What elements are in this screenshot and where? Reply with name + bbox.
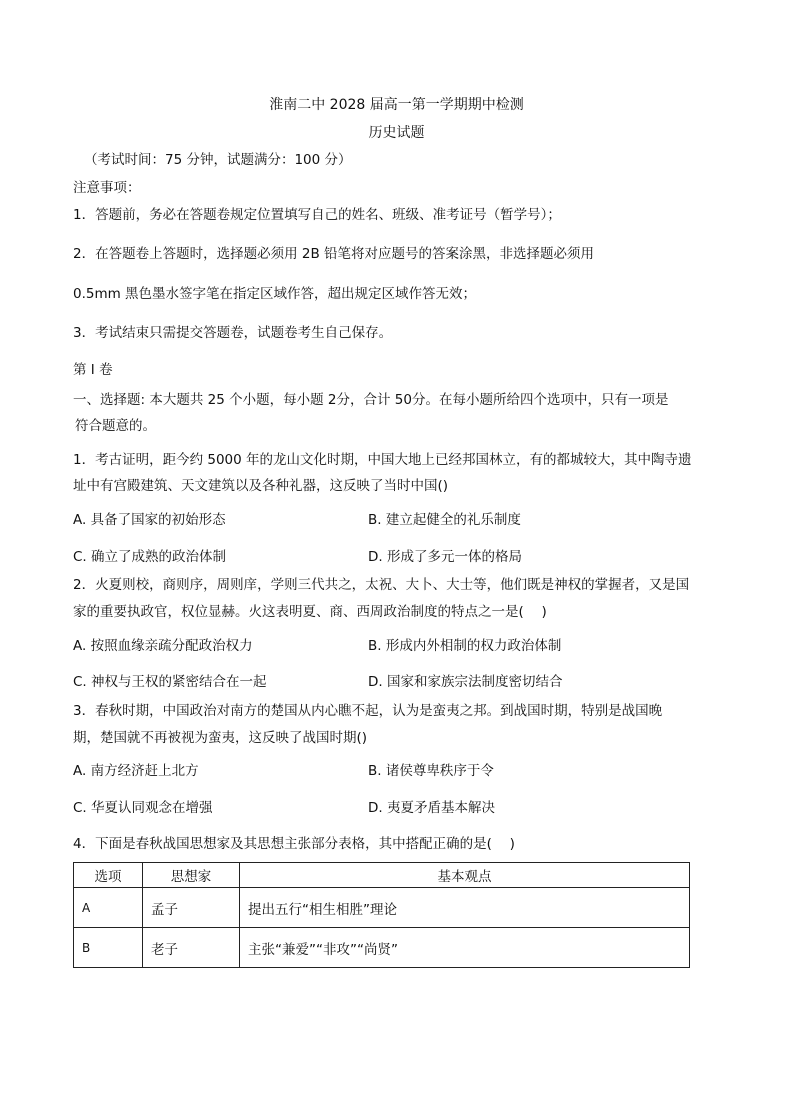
option-d: D. 形成了多元一体的格局 bbox=[368, 549, 522, 565]
table-cell: 孟子 bbox=[143, 888, 240, 928]
option-b: B. 诸侯尊卑秩序于令 bbox=[368, 763, 494, 779]
note-item: 3．考试结束只需提交答题卷，试题卷考生自己保存。 bbox=[73, 325, 393, 341]
exam-title: 淮南二中 2028 届高一第一学期期中检测 bbox=[269, 97, 524, 113]
option-d: D. 国家和家族宗法制度密切结合 bbox=[368, 674, 563, 690]
note-item: 1．答题前，务必在答题卷规定位置填写自己的姓名、班级、准考证号（暂学号）； bbox=[73, 207, 561, 223]
note-item: 2．在答题卷上答题时，选择题必须用 2B 铅笔将对应题号的答案涂黑，非选择题必须用 bbox=[73, 246, 595, 262]
question-stem: 1．考古证明，距今约 5000 年的龙山文化时期，中国大地上已经邦国林立，有的都城较大，其中陶寺遗 bbox=[73, 452, 692, 468]
table-cell: 老子 bbox=[143, 928, 240, 968]
table-header-cell: 选项 bbox=[74, 863, 143, 888]
option-d: D. 夷夏矛盾基本解决 bbox=[368, 800, 495, 816]
option-a: A. 按照血缘亲疏分配政治权力 bbox=[73, 638, 253, 654]
option-a: A. 南方经济赶上北方 bbox=[73, 763, 199, 779]
question-stem: 3．春秋时期，中国政治对南方的楚国从内心瞧不起，认为是蛮夷之邦。到战国时期，特别是战国晚 bbox=[73, 703, 663, 719]
question-stem: 4．下面是春秋战国思想家及其思想主张部分表格，其中搭配正确的是( ) bbox=[73, 836, 515, 852]
table-cell: 提出五行“相生相胜”理论 bbox=[240, 888, 690, 928]
option-b: B. 形成内外相制的权力政治体制 bbox=[368, 638, 562, 654]
question-stem: 家的重要执政官，权位显赫。火这表明夏、商、西周政治制度的特点之一是( ) bbox=[73, 604, 547, 620]
exam-subtitle: 历史试题 bbox=[368, 125, 425, 141]
table-cell: 主张“兼爱”“非攻”“尚贤” bbox=[240, 928, 690, 968]
option-a: A. 具备了国家的初始形态 bbox=[73, 512, 226, 528]
notes-heading: 注意事项： bbox=[73, 180, 141, 196]
section-label: 第 I 卷 bbox=[73, 362, 113, 378]
section-intro: 一、选择题: 本大题共 25 个小题，每小题 2分，合计 50分。在每小题所给四个选项中，只有一项是 bbox=[73, 392, 669, 408]
option-c: C. 华夏认同观念在增强 bbox=[73, 800, 213, 816]
table-row bbox=[74, 928, 690, 968]
thinkers-table bbox=[73, 862, 690, 968]
question-stem: 2．火夏则校，商则序，周则庠，学则三代共之，太祝、大卜、大士等，他们既是神权的掌握者，又是国 bbox=[73, 577, 690, 593]
option-b: B. 建立起健全的礼乐制度 bbox=[368, 512, 521, 528]
table-row bbox=[74, 888, 690, 928]
option-c: C. 确立了成熟的政治体制 bbox=[73, 549, 227, 565]
section-intro: 符合题意的。 bbox=[75, 418, 156, 434]
table-header-cell: 思想家 bbox=[143, 863, 240, 888]
table-cell: B bbox=[74, 928, 143, 968]
option-c: C. 神权与王权的紧密结合在一起 bbox=[73, 674, 267, 690]
question-stem: 期，楚国就不再被视为蛮夷，这反映了战国时期() bbox=[73, 730, 368, 746]
note-item: 0.5mm 黑色墨水签字笔在指定区域作答，超出规定区域作答无效； bbox=[73, 286, 477, 302]
exam-info: （考试时间：75 分钟，试题满分：100 分） bbox=[84, 152, 352, 168]
table-header-row bbox=[74, 863, 690, 888]
question-stem: 址中有宫殿建筑、天文建筑以及各种礼器，这反映了当时中国() bbox=[73, 478, 449, 494]
table-header-cell: 基本观点 bbox=[240, 863, 690, 888]
table-cell: A bbox=[74, 888, 143, 928]
